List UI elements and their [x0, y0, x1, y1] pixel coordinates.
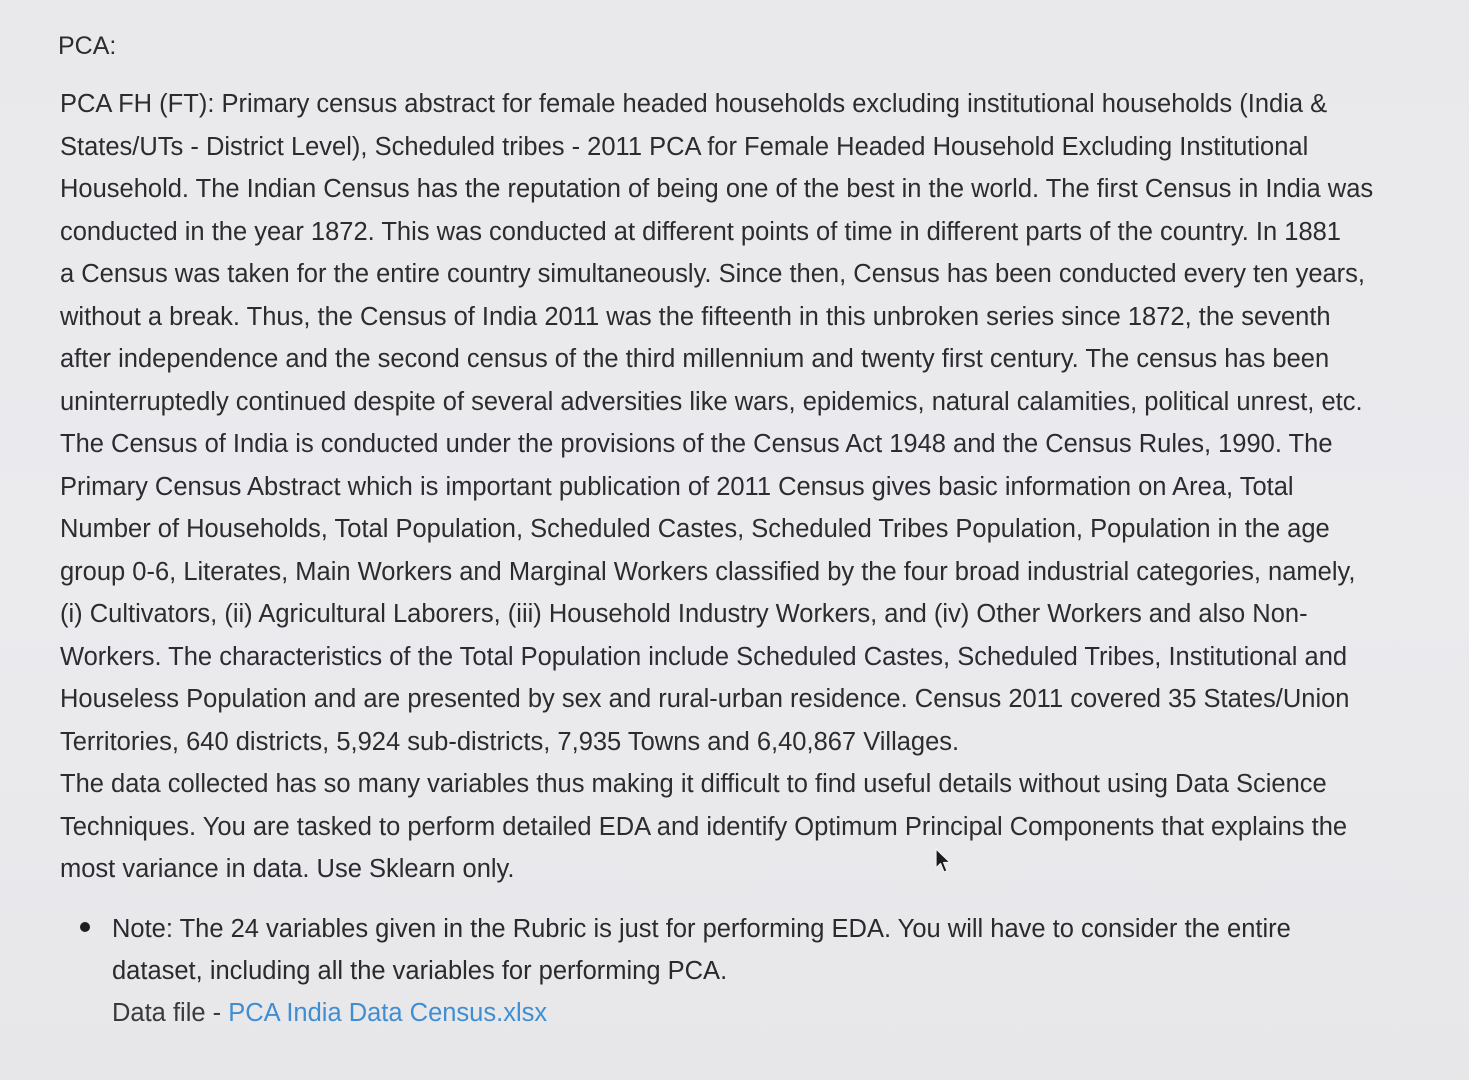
- paragraph-line: uninterruptedly continued despite of several adversities like wars, epidemics, natural calamities, political unrest, etc.: [60, 387, 1363, 416]
- note-line: dataset, including all the variables for performing PCA.: [112, 957, 728, 985]
- page-title: PCA:: [58, 32, 117, 60]
- paragraph-line: PCA FH (FT): Primary census abstract for female headed households excluding institutional households (India &: [60, 90, 1328, 118]
- paragraph-line: group 0-6, Literates, Main Workers and Marginal Workers classified by the four broad industrial categories, namely,: [60, 557, 1356, 586]
- paragraph-line: The Census of India is conducted under the provisions of the Census Act 1948 and the Census Rules, 1990. The: [60, 430, 1333, 458]
- paragraph-line: Number of Households, Total Population, Scheduled Castes, Scheduled Tribes Population, Population in the age: [60, 515, 1330, 543]
- paragraph-line: after independence and the second census of the third millennium and twenty first century. The census has been: [60, 345, 1330, 373]
- paragraph-line: Techniques. You are tasked to perform detailed EDA and identify Optimum Principal Components that explains the: [60, 812, 1348, 841]
- paragraph-line: conducted in the year 1872. This was conducted at different points of time in different parts of the country. In 1881: [60, 217, 1341, 246]
- paragraph-line: a Census was taken for the entire country simultaneously. Since then, Census has been conducted every ten years,: [60, 260, 1366, 288]
- paragraph-line: (i) Cultivators, (ii) Agricultural Laborers, (iii) Household Industry Workers, and (iv) Other Workers and also Non-: [60, 600, 1308, 628]
- data-file-row: [112, 992, 1291, 1034]
- paragraph-line: Workers. The characteristics of the Total Population include Scheduled Castes, Scheduled Tribes, Institutional and: [60, 642, 1348, 671]
- paragraph-line: Territories, 640 districts, 5,924 sub-districts, 7,935 Towns and 6,40,867 Villages.: [60, 727, 960, 756]
- paragraph-line: States/UTs - District Level), Scheduled tribes - 2011 PCA for Female Headed Household Excluding Institutional: [60, 132, 1309, 161]
- note-line: Note: The 24 variables given in the Rubric is just for performing EDA. You will have to consider the entire: [112, 915, 1291, 943]
- paragraph-line: Houseless Population and are presented by sex and rural-urban residence. Census 2011 covered 35 States/Union: [60, 685, 1350, 713]
- data-file-link[interactable]: PCA India Data Census.xlsx: [228, 999, 548, 1027]
- paragraph-line: Household. The Indian Census has the reputation of being one of the best in the world. The first Census in India was: [60, 175, 1374, 203]
- bullet-icon: [80, 922, 90, 932]
- note-body: [112, 908, 1291, 1034]
- paragraph-line: most variance in data. Use Sklearn only.: [60, 855, 515, 883]
- paragraph-line: Primary Census Abstract which is important publication of 2011 Census gives basic information on Area, Total: [60, 472, 1294, 501]
- data-file-label: Data file -: [112, 999, 229, 1027]
- mouse-pointer-icon: [934, 848, 952, 874]
- paragraph-line: The data collected has so many variables thus making it difficult to find useful details without using Data Science: [60, 770, 1327, 798]
- description-paragraph: [60, 83, 1445, 891]
- paragraph-line: without a break. Thus, the Census of India 2011 was the fifteenth in this unbroken series since 1872, the seventh: [60, 302, 1331, 331]
